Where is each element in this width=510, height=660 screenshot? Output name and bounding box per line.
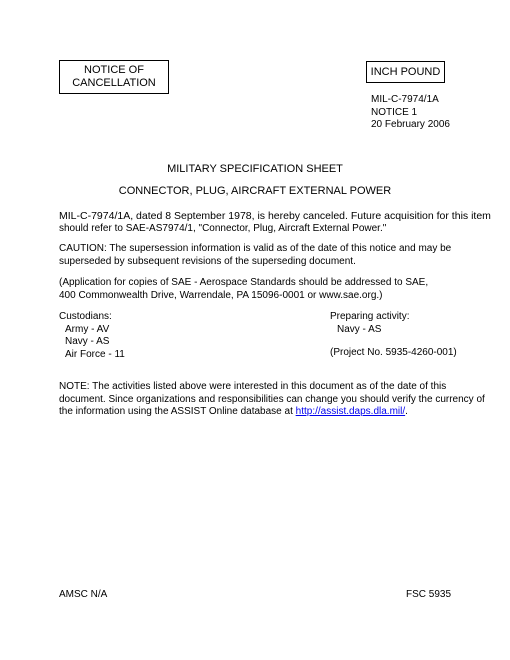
inch-pound-box [366, 61, 445, 83]
item-title: CONNECTOR, PLUG, AIRCRAFT EXTERNAL POWER [118, 185, 392, 197]
preparing-activity: Navy - AS [337, 323, 382, 335]
application-paragraph [59, 277, 428, 302]
notice-date: 20 February 2006 [371, 119, 450, 130]
note-line [59, 406, 485, 419]
notice-of-cancellation-box [59, 60, 169, 94]
custodians-block [59, 311, 125, 361]
note-text: . [405, 406, 408, 417]
paragraph-line: CAUTION: The supersession information is valid as of the date of this notice and may be [59, 243, 452, 254]
assist-link[interactable]: http://assist.daps.dla.mil/ [295, 406, 406, 417]
custodian-item: Navy - AS [65, 336, 110, 347]
note-line: document. Since organizations and responsibilities can change you should verify the currency of [59, 393, 485, 405]
amsc-label: AMSC N/A [59, 589, 108, 600]
caution-paragraph [59, 243, 451, 268]
note-text: the information using the ASSIST Online database at [59, 406, 296, 417]
notice-box-line: NOTICE OF [84, 64, 144, 76]
project-number: (Project No. 5935-4260-001) [330, 347, 457, 358]
cancellation-paragraph [59, 210, 491, 235]
paragraph-line: (Application for copies of SAE - Aerospace Standards should be addressed to SAE, [59, 277, 429, 288]
custodians-heading: Custodians: [59, 311, 112, 322]
notice-number: NOTICE 1 [371, 106, 418, 118]
paragraph-line: superseded by subsequent revisions of the superseding document. [59, 255, 356, 267]
note-line: NOTE: The activities listed above were interested in this document as of the date of this [59, 381, 447, 392]
paragraph-line: 400 Commonwealth Drive, Warrendale, PA 15096-0001 or www.sae.org.) [59, 289, 383, 301]
notice-box-line: CANCELLATION [72, 77, 156, 89]
paragraph-line: should refer to SAE-AS7974/1, "Connector, Plug, Aircraft External Power." [59, 222, 387, 234]
preparing-activity-block [330, 311, 409, 336]
paragraph-line: MIL-C-7974/1A, dated 8 September 1978, is hereby canceled. Future acquisition for this item [59, 210, 491, 222]
inch-pound-label: INCH POUND [370, 65, 441, 78]
preparing-heading: Preparing activity: [330, 311, 410, 322]
document-identifiers [371, 94, 450, 132]
custodian-item: Army - AV [65, 323, 110, 335]
note-paragraph [59, 381, 485, 419]
fsc-label: FSC 5935 [406, 589, 452, 600]
spec-sheet-title: MILITARY SPECIFICATION SHEET [167, 163, 343, 175]
doc-id: MIL-C-7974/1A [371, 94, 439, 105]
custodian-item: Air Force - 11 [65, 348, 125, 360]
